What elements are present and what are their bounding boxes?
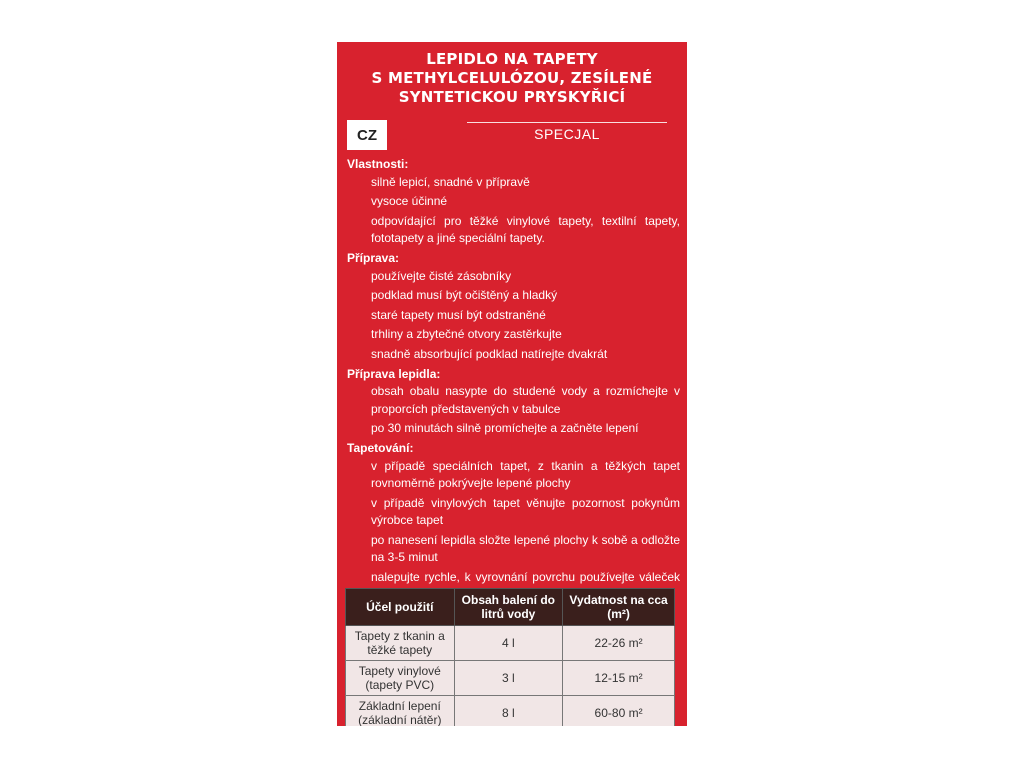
section-heading-glue-preparation: Příprava lepidla: bbox=[347, 366, 441, 381]
list-item: po nanesení lepidla složte lepené plochy k sobě a odložte na 3-5 minut bbox=[371, 532, 680, 565]
title-line-1: LEPIDLO NA TAPETY bbox=[426, 50, 598, 68]
section-heading-preparation: Příprava: bbox=[347, 250, 400, 265]
list-item: trhliny a zbytečné otvory zastěrkujte bbox=[371, 327, 562, 342]
list-item: v případě speciálních tapet, z tkanin a těžkých tapet rovnoměrně pokrývejte lepené plochy bbox=[371, 458, 680, 491]
table-cell: Základní lepení (základní nátěr) bbox=[346, 696, 455, 727]
table-cell: 12-15 m² bbox=[563, 661, 675, 696]
table-header-row bbox=[346, 589, 675, 626]
list-item: staré tapety musí být odstraněné bbox=[371, 307, 546, 322]
table-row bbox=[346, 696, 675, 727]
product-label-card bbox=[337, 42, 687, 726]
list-item: silně lepicí, snadné v přípravě bbox=[371, 174, 530, 189]
list-item: v případě vinylových tapet věnujte pozornost pokynům výrobce tapet bbox=[371, 495, 680, 528]
list-item: po 30 minutách silně promíchejte a začněte lepení bbox=[371, 421, 639, 436]
section-heading-wallpapering: Tapetování: bbox=[347, 440, 414, 455]
title-line-2: S METHYLCELULÓZOU, ZESÍLENÉ bbox=[371, 69, 653, 87]
list-item: vysoce účinné bbox=[371, 194, 448, 209]
table-cell: 22-26 m² bbox=[563, 626, 675, 661]
instructions-body bbox=[347, 156, 680, 606]
table-cell: Tapety vinylové (tapety PVC) bbox=[346, 661, 455, 696]
language-badge: CZ bbox=[347, 120, 387, 150]
table-cell: Tapety z tkanin a těžké tapety bbox=[346, 626, 455, 661]
column-header-coverage: Vydatnost na cca (m²) bbox=[563, 589, 675, 626]
title-line-3: SYNTETICKOU PRYSKYŘICÍ bbox=[398, 88, 626, 106]
section-heading-properties: Vlastnosti: bbox=[347, 157, 409, 171]
column-header-package-content: Obsah balení do litrů vody bbox=[454, 589, 563, 626]
table-row bbox=[346, 626, 675, 661]
product-title bbox=[337, 50, 687, 107]
list-item: snadně absorbující podklad natírejte dvakrát bbox=[371, 346, 608, 361]
product-name: SPECJAL bbox=[534, 126, 600, 142]
table-cell: 60-80 m² bbox=[563, 696, 675, 727]
title-divider bbox=[467, 122, 667, 123]
list-item: nalepujte rychle, k vyrovnání povrchu používejte váleček bbox=[371, 570, 680, 585]
table-cell: 8 l bbox=[454, 696, 563, 727]
table-row bbox=[346, 661, 675, 696]
table-cell: 4 l bbox=[454, 626, 563, 661]
usage-table bbox=[345, 588, 675, 726]
list-item: podklad musí být očištěný a hladký bbox=[371, 288, 558, 303]
list-item: obsah obalu nasypte do studené vody a rozmíchejte v proporcích představených v tabulce bbox=[371, 384, 680, 416]
column-header-purpose: Účel použití bbox=[346, 589, 455, 626]
table-cell: 3 l bbox=[454, 661, 563, 696]
list-item: odpovídající pro těžké vinylové tapety, textilní tapety, fototapety a jiné speciální tapety. bbox=[371, 213, 680, 246]
list-item: používejte čisté zásobníky bbox=[371, 268, 512, 283]
